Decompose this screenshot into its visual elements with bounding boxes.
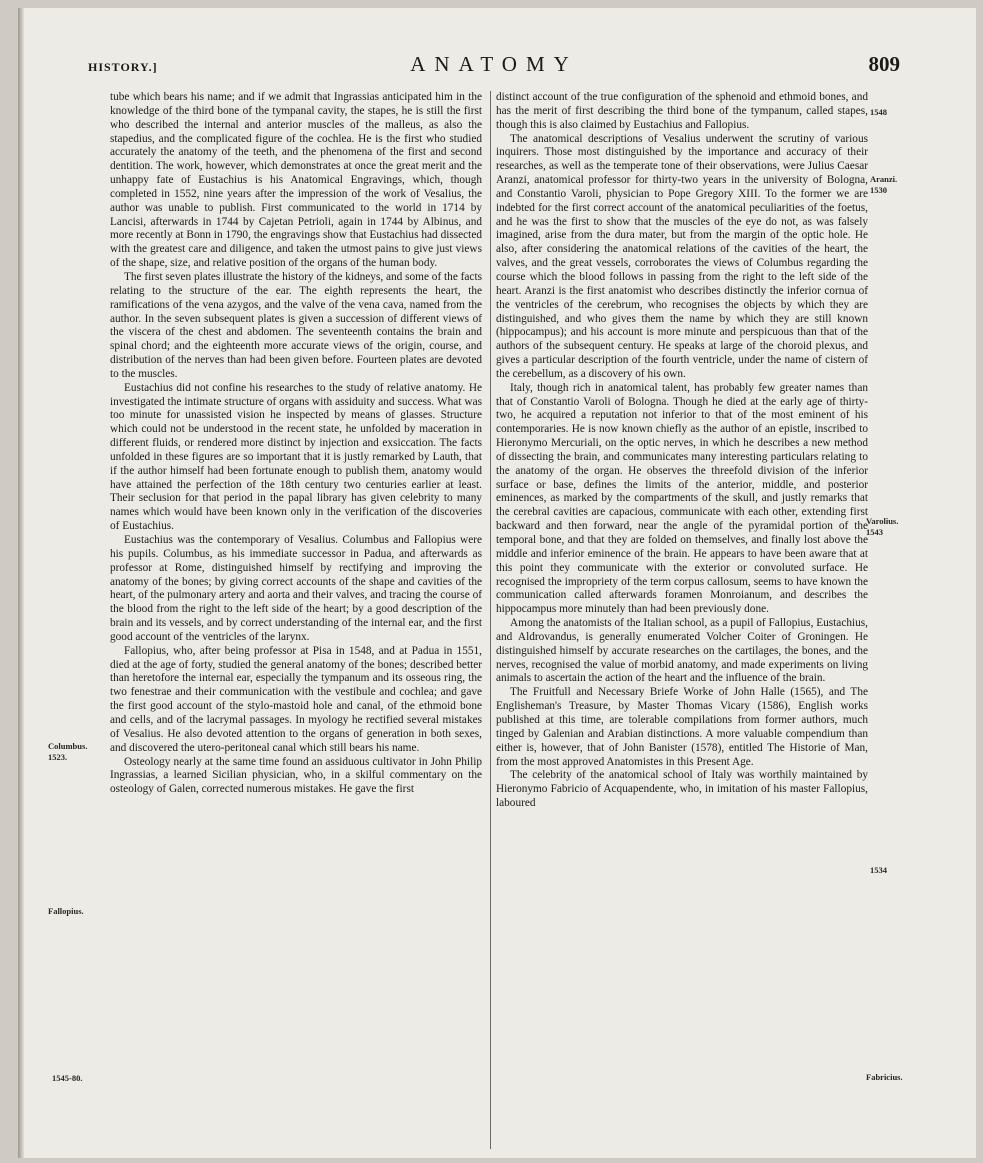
margin-note-varolius: Varolius. 1543 (866, 516, 899, 537)
paragraph: Osteology nearly at the same time found an assiduous cultivator in John Philip Ingrassias, a learned Sicilian physician, who, in a skilful commentary on the osteology of Galen, corrected numerous mistakes. He gave the first (110, 755, 482, 796)
paragraph: Among the anatomists of the Italian school, as a pupil of Fallopius, Eustachius, and Aldrovandus, is generally enumerated Volcher Coiter of Groningen. He distinguished himself by accurate researches on the cartilages, the bones, and the nerves, recognised the value of morbid anatomy, and made experiments on living animals to ascertain the action of the heart and the influence of the brain. (496, 617, 868, 685)
right-column (496, 91, 868, 811)
book-page (18, 8, 976, 1158)
page-header (88, 48, 900, 82)
paragraph: The Fruitfull and Necessary Briefe Worke of John Halle (1565), and The Englisheman's Treasure, by Master Thomas Vicary (1586), English works published at this time, are tolerable compilations from former authors, much tinged by Galenian and Arabian distinctions. A more valuable compendium than either is, however, that of John Banister (1578), entitled The Historie of Man, from the most approved Anatomistes in this Present Age. (496, 686, 868, 768)
paragraph: Eustachius was the contemporary of Vesalius. Columbus and Fallopius were his pupils. Columbus, as his immediate successor in Padua, and afterwards as professor at Rome, distinguished himself by rectifying and improving the anatomy of the bones; by giving correct accounts of the shape and cavities of the heart, of the pulmonary artery and aorta and their valves, and tracing the course of the blood from the right to the left side of the heart; by a good description of the brain and its vessels, and by correct understanding of the internal ear, and the first good account of the ventricles of the larynx. (110, 534, 482, 643)
running-head-title: ANATOMY (410, 52, 578, 76)
margin-note-date: 1545-80. (52, 1073, 83, 1083)
paragraph: distinct account of the true configuration of the sphenoid and ethmoid bones, and has the merit of first describing the third bone of the tympanum, called stapes, though this is also claimed by Eustachius and Fallopius. (496, 91, 868, 131)
margin-note-1548: 1548 (870, 107, 887, 117)
left-column (110, 91, 482, 797)
margin-note-aranzi: Aranzi. 1530 (870, 174, 898, 195)
margin-note-1534: 1534 (870, 865, 887, 875)
paragraph: The celebrity of the anatomical school of Italy was worthily maintained by Hieronymo Fabricio of Acquapendente, who, in imitation of his master Fallopius, laboured (496, 769, 868, 810)
paragraph: Italy, though rich in anatomical talent, has probably few greater names than that of Constantio Varoli of Bologna. Though he died at the early age of thirty-two, he acquired a reputation not inferior to that of the most eminent of his contemporaries. He is now known chiefly as the author of an epistle, inscribed to Hieronymo Mercuriali, on the optic nerves, in which he describes a new method of dissecting the brain, and communicates many interesting particulars relating to the anatomy of the organ. He observes the threefold division of the inferior surface or base, defines the limits of the anterior, middle, and posterior eminences, as marked by the compartments of the skull, and justly remarks that the cerebral cavities are capacious, communicate with each other, extending first backward and then forward, near the angle of the pyramidal portion of the temporal bone, and that they are folded on themselves, and finally lost above the middle and inferior eminence of the brain. He appears to have been aware that at this point they communicate with the exterior or convoluted surface. He recognised the impropriety of the term corpus callosum, seems to have known the communication called afterwards foramen Monroianum, and describes the hippocampus more minutely than had been previously done. (496, 381, 868, 616)
margin-note-fallopius: Fallopius. (48, 906, 84, 916)
paragraph: tube which bears his name; and if we admit that Ingrassias anticipated him in the knowledge of the third bone of the tympanal cavity, the stapes, he is still the first who described the internal and anterior muscles of the malleus, as also the stapedius, and the complicated figure of the cochlea. He is the first who studied accurately the anatomy of the teeth, and the phenomena of the first and second dentition. The work, however, which demonstrates at once the great merit and the unhappy fate of Eustachius is his Anatomical Engravings, which, though completed in 1552, nine years after the impression of the work of Vesalius, the author was unable to publish. First communicated to the world in 1714 by Lancisi, afterwards in 1744 by Cajetan Petrioli, again in 1744 by Albinus, and more recently at Bonn in 1790, the engravings show that Eustachius had dissected with the greatest care and diligence, and taken the utmost pains to give just views of the shape, size, and relative position of the organs of the human body. (110, 91, 482, 270)
column-divider (490, 91, 491, 1149)
paragraph: Fallopius, who, after being professor at Pisa in 1548, and at Padua in 1551, died at the age of forty, studied the general anatomy of the bones; described better than heretofore the internal ear, especially the tympanum and its osseous ring, the two fenestrae and their communication with the vestibule and cochlea; and gave the first good account of the stylo-mastoid hole and canal, of the ethmoid bone and cells, and of the lacrymal passages. In myology he rectified several mistakes of Vesalius. He also devoted attention to the organs of generation in both sexes, and discovered the utero-peritoneal canal which still bears his name. (110, 644, 482, 754)
paragraph: Eustachius did not confine his researches to the study of relative anatomy. He investigated the intimate structure of organs with assiduity and success. What was too minute for unassisted vision he inspected by means of glasses. Structure which could not be understood in the recent state, he unfolded by maceration in different fluids, or rendered more distinct by injection and exsiccation. The facts unfolded in these figures are so important that it is justly remarked by Lauth, that if the author himself had been fortunate enough to publish them, anatomy would have attained the perfection of the 18th century two centuries earlier at least. Their seclusion for that period in the papal library has given celebrity to many names which would have been known only in the verification of the discoveries of Eustachius. (110, 381, 482, 533)
margin-note-columbus: Columbus. 1523. (48, 741, 88, 762)
running-head-section: HISTORY.] (88, 60, 158, 74)
paragraph: The first seven plates illustrate the history of the kidneys, and some of the facts relating to the structure of the ear. The eighth represents the heart, the ramifications of the vena azygos, and the valve of the vena cava, named from the author. In the seven subsequent plates is given a succession of different views of the viscera of the chest and abdomen. The seventeenth contains the brain and spinal chord; and the eighteenth more accurate views of the origin, course, and distribution of the nerves than had been given before. Fourteen plates are devoted to the muscles. (110, 270, 482, 380)
margin-note-fabricius: Fabricius. (866, 1072, 903, 1082)
page-spine-shadow (18, 8, 24, 1158)
page-number: 809 (868, 52, 900, 76)
paragraph: The anatomical descriptions of Vesalius underwent the scrutiny of various inquirers. Those most distinguished by the importance and accuracy of their researches, as well as the temperate tone of their observations, were Julius Caesar Aranzi, anatomical professor for thirty-two years in the university of Bologna, and Constantio Varoli, physician to Pope Gregory XIII. To the former we are indebted for the first correct account of the anatomical peculiarities of the foetus, and he was the first to show that the muscles of the eye do not, as was falsely imagined, arise from the dura mater, but from the margin of the optic hole. He also, after considering the anatomical relations of the cavities of the heart, the valves, and the great vessels, corroborates the views of Columbus regarding the course which the blood follows in passing from the right to the left side of the heart. Aranzi is the first anatomist who describes distinctly the inferior cornua of the ventricles of the cerebrum, who recognises the objects by which they are distinguished, and who gives them the name by which they are still known (hippocampus); and his account is more minute and perspicuous than that of the authors of the subsequent century. He speaks at large of the choroid plexus, and gives a particular description of the fourth ventricle, under the name of cistern of the cerebellum, as a discovery of his own. (496, 132, 868, 380)
